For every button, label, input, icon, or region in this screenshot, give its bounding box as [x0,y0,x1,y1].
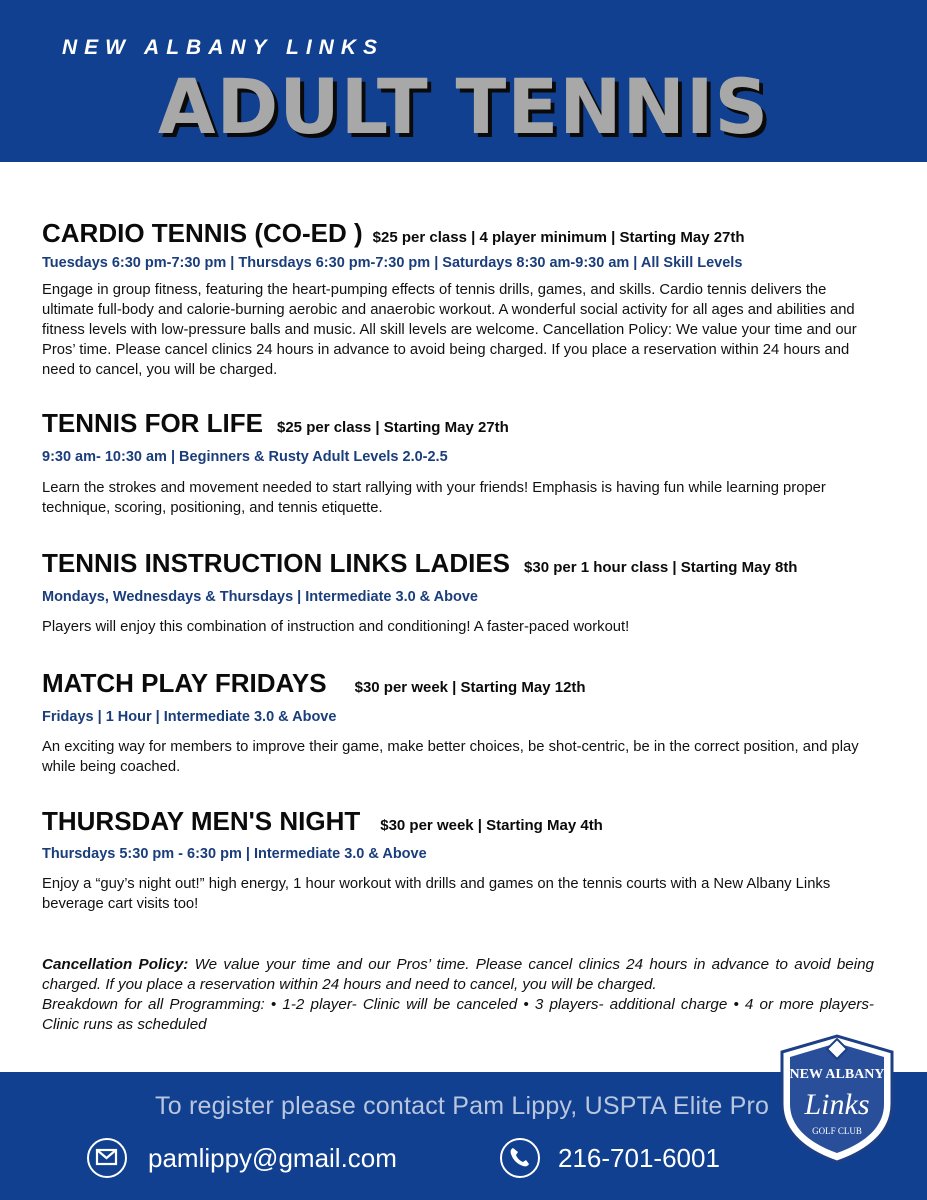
program-description: Engage in group fitness, featuring the heart-pumping effects of tennis drills, games, and skills. Cardio tennis delivers the ultimate full-body and calorie-burning aerobic and anaerobic workout. A wonderful social activity for all ages and abilities and fitness levels with low-pressure balls and music. All skill levels are welcome. Cancellation Policy: We value your time and our Pros’ time. Please cancel clinics 24 hours in advance to avoid being charged. If you place a reservation within 24 hours and need to cancel, you will be charged. [42,282,857,378]
logo-line1: NEW ALBANY [789,1067,885,1082]
cancellation-policy [42,955,874,1035]
program-title: MATCH PLAY FRIDAYS [42,668,327,698]
program-title: CARDIO TENNIS (CO-ED ) [42,218,363,248]
program-links-ladies [42,550,874,637]
program-match-play-fridays [42,670,874,777]
club-logo [776,1034,898,1169]
program-description: Players will enjoy this combination of instruction and conditioning! A faster-paced workout! [42,619,630,635]
policy-label: Cancellation Policy: [42,956,189,973]
program-schedule: Fridays | 1 Hour | Intermediate 3.0 & Above [42,709,337,725]
phone-link[interactable]: 216-701-6001 [558,1143,720,1173]
program-description: An exciting way for members to improve their game, make better choices, be shot-centric, be in the correct position, and play while being coached. [42,739,859,775]
program-schedule: Mondays, Wednesdays & Thursdays | Intermediate 3.0 & Above [42,589,478,605]
program-title: THURSDAY MEN'S NIGHT [42,806,361,836]
logo-line2: Links [804,1088,870,1121]
program-cardio-tennis [42,220,874,380]
page-title: ADULT TENNIS [157,62,770,151]
program-price: $25 per class | Starting May 27th [277,419,509,436]
program-price: $30 per 1 hour class | Starting May 8th [524,559,798,576]
program-title: TENNIS FOR LIFE [42,408,263,438]
program-schedule: Tuesdays 6:30 pm-7:30 pm | Thursdays 6:30 pm-7:30 pm | Saturdays 8:30 am-9:30 am | All Skill Levels [42,255,743,271]
program-price: $25 per class | 4 player minimum | Starting May 27th [372,229,745,246]
program-description: Enjoy a “guy’s night out!” high energy, 1 hour workout with drills and games on the tennis courts with a New Albany Links beverage cart visits too! [42,876,831,912]
logo-line3: GOLF CLUB [812,1126,862,1136]
program-tennis-for-life [42,410,874,518]
program-price: $30 per week | Starting May 4th [380,817,603,834]
program-schedule: 9:30 am- 10:30 am | Beginners & Rusty Adult Levels 2.0-2.5 [42,449,448,465]
program-title: TENNIS INSTRUCTION LINKS LADIES [42,548,511,578]
program-thursday-mens-night [42,808,874,914]
program-description: Learn the strokes and movement needed to start rallying with your friends! Emphasis is having fun while learning proper technique, scoring, positioning, and tennis etiquette. [42,480,826,516]
phone-icon [500,1138,540,1178]
header-subtitle: NEW ALBANY LINKS [62,36,384,59]
program-schedule: Thursdays 5:30 pm - 6:30 pm | Intermediate 3.0 & Above [42,846,427,862]
register-text: To register please contact Pam Lippy, USPTA Elite Pro [155,1092,770,1120]
policy-text: We value your time and our Pros’ time. Please cancel clinics 24 hours in advance to avoid being charged. If you place a reservation within 24 hours and need to cancel, you will be charged. [42,956,874,993]
policy-breakdown: Breakdown for all Programming: • 1-2 player- Clinic will be canceled • 3 players- additional charge • 4 or more players- Clinic runs as scheduled [42,996,874,1033]
header-banner [0,0,927,162]
email-icon [87,1138,127,1178]
email-link[interactable]: pamlippy@gmail.com [148,1143,397,1173]
program-price: $30 per week | Starting May 12th [354,679,586,696]
